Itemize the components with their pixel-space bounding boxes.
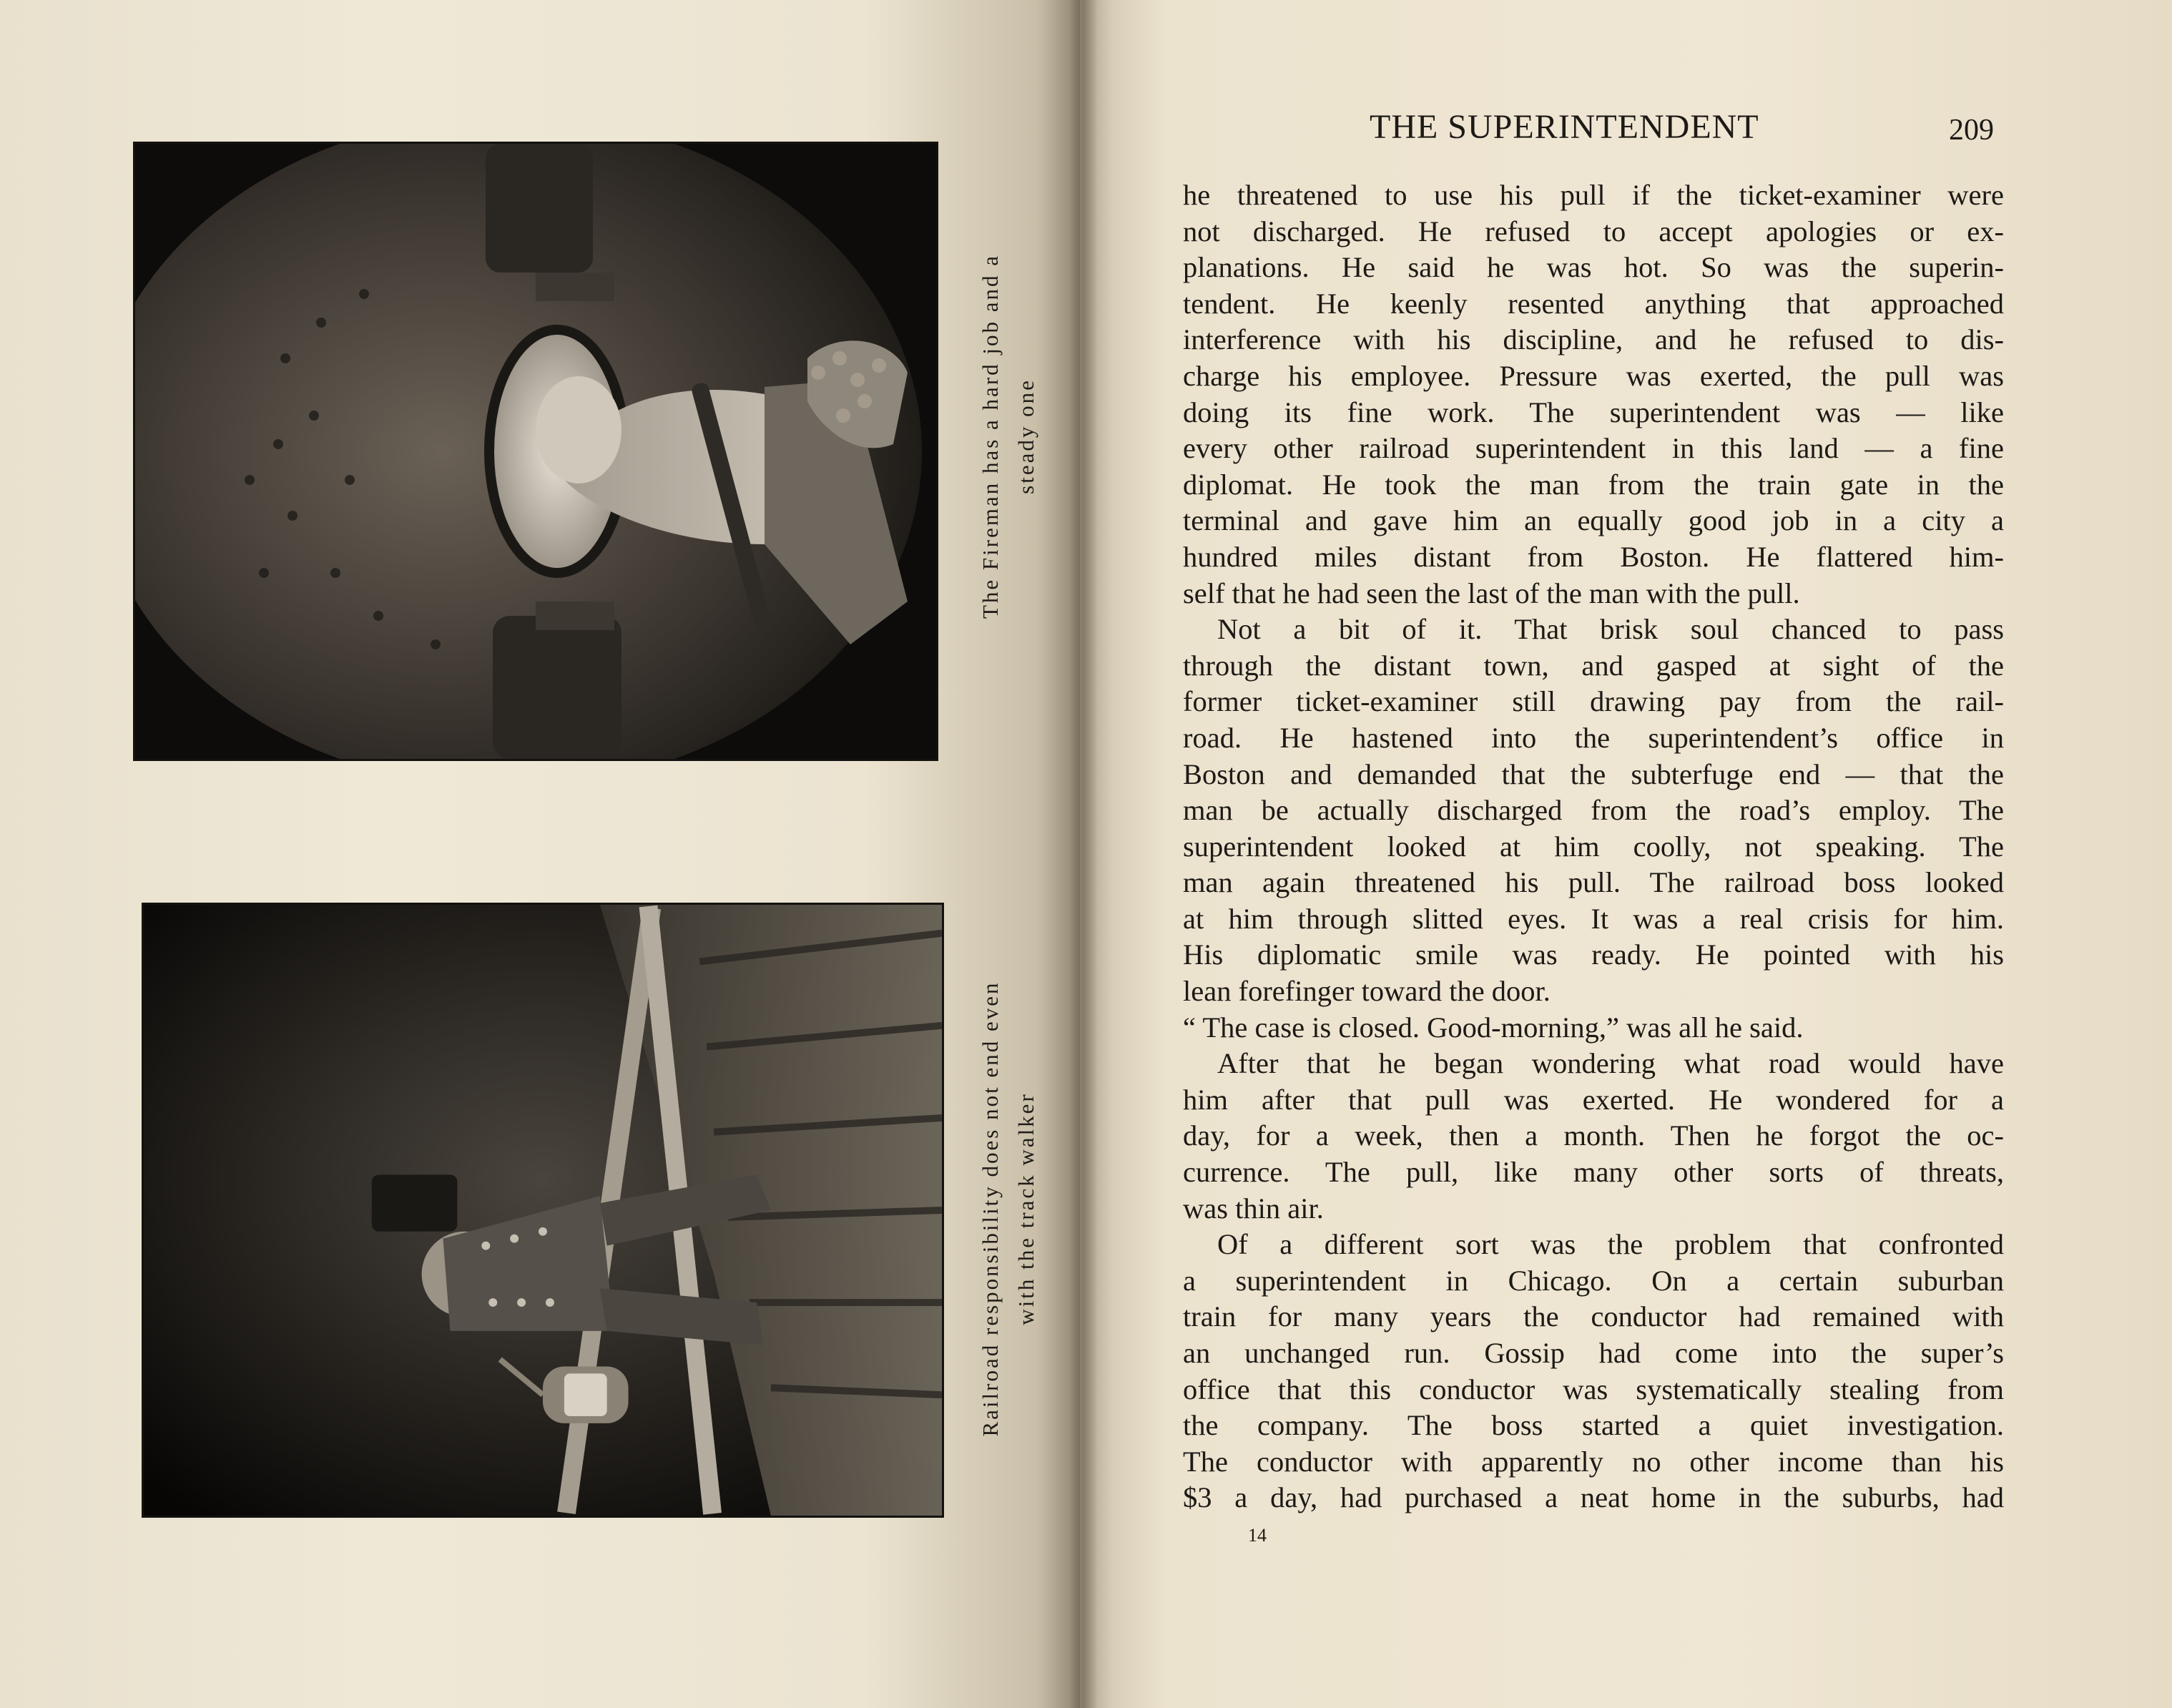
text-line: through the distant town, and gasped at sight of the <box>1183 649 2004 682</box>
text-line: train for many years the conductor had remained with <box>1183 1300 2004 1333</box>
text-line: His diplomatic smile was ready. He pointed with his <box>1183 938 2004 971</box>
text-line: terminal and gave him an equally good job in a city a <box>1183 504 2004 537</box>
fireman-photograph <box>133 142 938 761</box>
text-line: currence. The pull, like many other sorts of threats, <box>1183 1156 2004 1189</box>
text-line: The conductor with apparently no other income than his <box>1183 1445 2004 1478</box>
text-line: planations. He said he was hot. So was the superin- <box>1183 251 2004 284</box>
body-text <box>1183 177 2004 1516</box>
text-line: the company. The boss started a quiet investigation. <box>1183 1409 2004 1442</box>
text-line: every other railroad superintendent in this land — a fine <box>1183 432 2004 465</box>
text-line: After that he began wondering what road would have <box>1217 1047 2004 1080</box>
text-line: him after that pull was exerted. He wondered for a <box>1183 1083 2004 1116</box>
text-line: doing its fine work. The superintendent was — like <box>1183 396 2004 428</box>
fireman-photo-image <box>135 144 936 759</box>
text-line: Of a different sort was the problem that confronted <box>1217 1228 2004 1261</box>
text-line: man again threatened his pull. The railroad boss looked <box>1183 866 2004 899</box>
track-walker-photo-image <box>144 905 942 1516</box>
text-line: Not a bit of it. That brisk soul chanced to pass <box>1217 613 2004 646</box>
text-line: office that this conductor was systematically stealing from <box>1183 1373 2004 1405</box>
text-line: man be actually discharged from the road’s employ. The <box>1183 794 2004 827</box>
book-gutter <box>1069 0 1098 1708</box>
text-line: a superintendent in Chicago. On a certain suburban <box>1183 1264 2004 1297</box>
text-line: charge his employee. Pressure was exerted, the pull was <box>1183 359 2004 392</box>
text-line: former ticket-examiner still drawing pay from the rail- <box>1183 685 2004 718</box>
text-line: hundred miles distant from Boston. He flattered him- <box>1183 540 2004 573</box>
text-line: at him through slitted eyes. It was a real crisis for him. <box>1183 902 2004 935</box>
fireman-caption <box>973 172 1044 701</box>
text-line: day, for a week, then a month. Then he forgot the oc- <box>1183 1119 2004 1152</box>
running-head: THE SUPERINTENDENT <box>1370 108 1759 146</box>
track-walker-caption <box>973 908 1044 1509</box>
text-line: superintendent looked at him coolly, not speaking. The <box>1183 830 2004 863</box>
fireman-caption-line-2: steady one <box>1013 378 1038 494</box>
text-line: Boston and demanded that the subterfuge end — that the <box>1183 757 2004 790</box>
text-line: interference with his discipline, and he refused to dis- <box>1183 323 2004 356</box>
text-line: $3 a day, had purchased a neat home in the suburbs, had <box>1183 1481 2004 1514</box>
text-line: “ The case is closed. Good-morning,” was all he said. <box>1183 1011 1804 1044</box>
text-line: self that he had seen the last of the man with the pull. <box>1183 576 1800 609</box>
track-walker-caption-line-1: Railroad responsibility does not end even <box>978 981 1003 1437</box>
text-line: an unchanged run. Gossip had come into the super’s <box>1183 1337 2004 1369</box>
track-walker-caption-line-2: with the track walker <box>1013 1092 1038 1325</box>
text-line: diplomat. He took the man from the train gate in the <box>1183 468 2004 501</box>
text-line: tendent. He keenly resented anything that approached <box>1183 287 2004 320</box>
text-line: lean forefinger toward the door. <box>1183 975 1551 1008</box>
text-line: he threatened to use his pull if the ticket-examiner were <box>1183 179 2004 211</box>
fireman-caption-line-1: The Fireman has a hard job and a <box>978 253 1003 619</box>
text-line: not discharged. He refused to accept apologies or ex- <box>1183 215 2004 247</box>
page-number: 209 <box>1949 114 1994 147</box>
text-line: road. He hastened into the superintendent’s office in <box>1183 721 2004 754</box>
signature-mark: 14 <box>1248 1525 1267 1546</box>
track-walker-photograph <box>142 903 944 1518</box>
text-line: was thin air. <box>1183 1192 1324 1224</box>
